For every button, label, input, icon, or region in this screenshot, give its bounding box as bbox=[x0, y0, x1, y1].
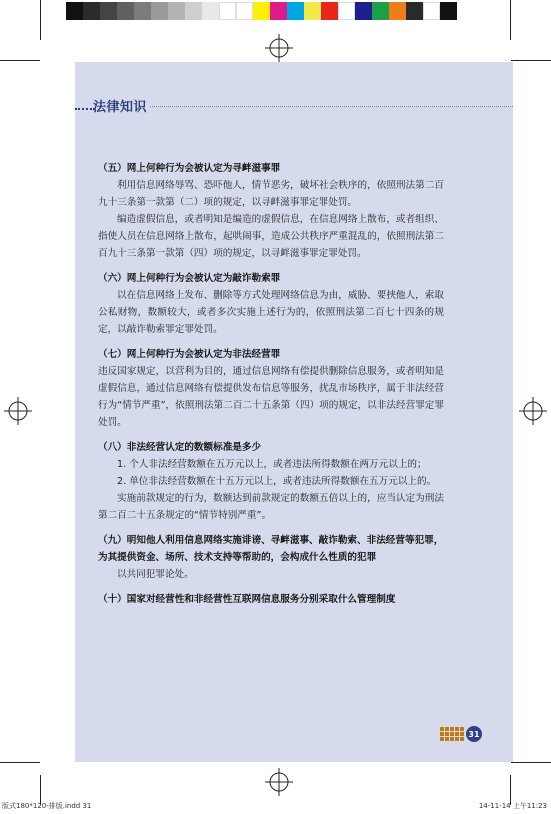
registration-mark-icon bbox=[265, 768, 293, 796]
crop-mark bbox=[0, 762, 40, 763]
paragraph: 编造虚假信息，或者明知是编造的虚假信息，在信息网络上散布，或者组织、指使人员在信息网络上散布，起哄闹事，造成公共秩序严重混乱的，依照刑法第二百九十三条第一款第（四）项的规定，以寻衅滋事罪定罪处罚。 bbox=[98, 214, 444, 259]
color-swatch bbox=[100, 2, 117, 20]
paragraph: 以共同犯罪论处。 bbox=[117, 569, 194, 580]
color-swatch bbox=[168, 2, 185, 20]
paragraph: 实施前款规定的行为，数额达到前款规定的数额五倍以上的，应当认定为刑法第二百二十五条规定的“情节特别严重”。 bbox=[98, 493, 444, 521]
section-title: （五）网上何种行为会被认定为寻衅滋事罪 bbox=[98, 163, 281, 174]
color-swatch bbox=[355, 2, 372, 20]
section-title: （九）明知他人利用信息网络实施诽谤、寻衅滋事、敲诈勒索、非法经营等犯罪，为其提供资金、场所、技术支持等帮助的，会构成什么性质的犯罪 bbox=[98, 535, 444, 563]
color-swatch bbox=[83, 2, 100, 20]
footer-file-info: 版式180*120-排版.indd 31 bbox=[2, 802, 92, 810]
page-number-group bbox=[440, 726, 482, 742]
page-number: 31 bbox=[466, 726, 482, 742]
color-swatch bbox=[406, 2, 423, 20]
paragraph: 以在信息网络上发布、删除等方式处理网络信息为由，威胁、要挟他人，索取公私财物，数额较大，或者多次实施上述行为的，依照刑法第二百七十四条的规定，以敲诈勒索罪定罪处罚。 bbox=[98, 290, 444, 335]
color-swatch bbox=[236, 2, 253, 20]
color-swatch bbox=[202, 2, 219, 20]
crop-mark bbox=[511, 762, 551, 763]
registration-mark-icon bbox=[4, 397, 32, 425]
color-calibration-bar bbox=[66, 2, 457, 20]
color-swatch bbox=[372, 2, 389, 20]
crop-mark bbox=[511, 60, 551, 61]
header-rule bbox=[150, 106, 513, 107]
registration-mark-icon bbox=[519, 397, 547, 425]
section-title: （八）非法经营认定的数额标准是多少 bbox=[98, 442, 262, 453]
crop-mark bbox=[0, 60, 40, 61]
paragraph: 违反国家规定，以营利为目的，通过信息网络有偿提供删除信息服务，或者明知是虚假信息，通过信息网络有偿提供发布信息等服务，扰乱市场秩序，属于非法经营行为“情节严重”，依照刑法第二百二十五条第（四）项的规定，以非法经营罪定罪处罚。 bbox=[98, 366, 444, 428]
color-swatch bbox=[219, 2, 236, 20]
color-swatch bbox=[287, 2, 304, 20]
dots-grid-icon bbox=[440, 727, 464, 741]
crop-mark bbox=[510, 0, 511, 40]
color-swatch bbox=[423, 2, 440, 20]
article-body bbox=[98, 160, 444, 608]
color-swatch bbox=[389, 2, 406, 20]
footer-timestamp: 14-11-14 上午11:23 bbox=[478, 802, 547, 810]
color-swatch bbox=[134, 2, 151, 20]
color-swatch bbox=[338, 2, 355, 20]
color-swatch bbox=[304, 2, 321, 20]
crop-mark bbox=[40, 0, 41, 40]
paragraph: 1. 个人非法经营数额在五万元以上，或者违法所得数额在两万元以上的； bbox=[117, 459, 427, 470]
color-swatch bbox=[440, 2, 457, 20]
header-dots-decoration bbox=[75, 108, 95, 110]
section-title: （七）网上何种行为会被认定为非法经营罪 bbox=[98, 349, 281, 360]
section-title: （六）网上何种行为会被认定为敲诈勒索罪 bbox=[98, 273, 281, 284]
registration-mark-icon bbox=[265, 34, 293, 62]
paragraph: 2. 单位非法经营数额在十五万元以上，或者违法所得数额在五万元以上的。 bbox=[117, 476, 437, 487]
color-swatch bbox=[321, 2, 338, 20]
page-header-title: 法律知识 bbox=[93, 100, 148, 115]
paragraph: 利用信息网络辱骂、恐吓他人，情节恶劣，破坏社会秩序的，依照刑法第二百九十三条第一款第（二）项的规定，以寻衅滋事罪定罪处罚。 bbox=[98, 180, 444, 208]
color-swatch bbox=[270, 2, 287, 20]
color-swatch bbox=[117, 2, 134, 20]
color-swatch bbox=[253, 2, 270, 20]
color-swatch bbox=[151, 2, 168, 20]
color-swatch bbox=[66, 2, 83, 20]
section-title: （十）国家对经营性和非经营性互联网信息服务分别采取什么管理制度 bbox=[98, 594, 396, 605]
color-swatch bbox=[185, 2, 202, 20]
